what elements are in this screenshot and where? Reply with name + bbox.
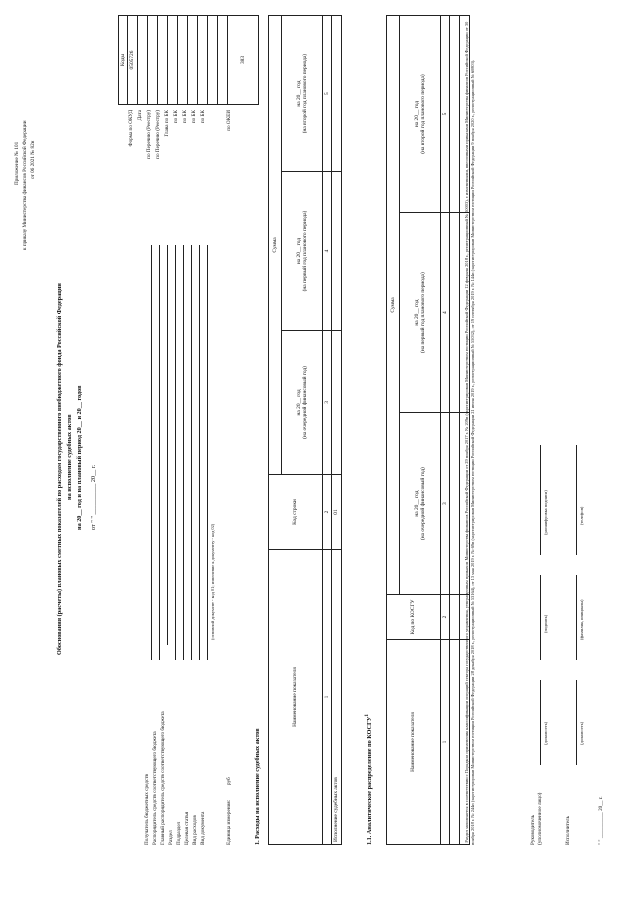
s1-row-code: 01 xyxy=(332,475,342,550)
code-label-date: Дата xyxy=(137,110,143,121)
s11-col-code: Код по КОСГУ xyxy=(387,595,441,640)
s1-num-2: 2 xyxy=(323,475,332,550)
s1-col-name: Наименование показателя xyxy=(269,550,323,845)
s1-row-y2[interactable] xyxy=(332,172,342,331)
code-label-reestr-1: по Перечню (Реестру) xyxy=(146,110,152,159)
s11-col-sum: Сумма xyxy=(387,16,400,595)
order-date: от 06 2021 № 82н xyxy=(30,140,36,179)
field-target-item: Целевая статья xyxy=(184,811,190,845)
fill-line[interactable] xyxy=(159,245,160,660)
field-doc-type: Вид документа xyxy=(200,811,206,845)
s1-num-3: 3 xyxy=(323,330,332,474)
section11-title: 1.1. Аналитическое распределение по КОСГУ$^1$ xyxy=(364,714,374,845)
head-decoding-line[interactable] xyxy=(540,445,541,555)
cap-signature: (подпись) xyxy=(543,614,548,633)
page-period: на 20__ год и на плановый период 20__ и 20__ годов xyxy=(76,385,83,530)
code-label-bk-3: по БК xyxy=(191,110,197,124)
cap-decoding: (расшифровка подписи) xyxy=(543,490,548,535)
footnote: ¹ Раздел заполняется в соответствии с Порядком применения классификации операций сектора государственного управления, утвержденным приказом Министерства финансов Российской Федерации от 29 ноября 2017 г. № 209н (зарегистрирован Министерством юстиции Российской Федерации 12 февраля 2018 г., регистрационный № 50003), с изменениями, внесенными приказами Министерства финансов Российской Федерации от 30 ноября 2018 г. № 244н (зарегистрирован Министерством юстиции Российской Федерации 28 декабря 2018 г., регистрационный № 53164), от 13 мая 2019 г. № 69н (зарегистрирован Министерством юстиции Российской Федерации 21 июня 2019 г., регистрационный № 55032), от 19 сентября 2019 г. № 144н (зарегистрирован Министерством юстиции Российской Федерации 9 ноября 2020 г., регистрационный № 60803). xyxy=(464,21,475,845)
s1-row-label: Исполнение судебных актов xyxy=(332,550,342,845)
s11-row-code[interactable] xyxy=(450,595,460,640)
code-label-bk-1: по БК xyxy=(173,110,179,124)
doc-type-caption: (основной документ - код 01; изменение к документу - код 02) xyxy=(210,523,215,640)
field-main-manager: Главный распорядитель средств соответствующего бюджета xyxy=(160,711,166,845)
exec-position-line[interactable] xyxy=(576,680,577,765)
section1-table xyxy=(268,15,342,845)
s11-num-2: 2 xyxy=(441,595,450,640)
s1-row-y3[interactable] xyxy=(332,16,342,172)
unit-value: руб xyxy=(226,777,232,785)
s11-row-y2[interactable] xyxy=(450,213,460,413)
s1-num-1: 1 xyxy=(323,550,332,845)
s1-col-y3: на 20__ год (на второй год планового периода) xyxy=(282,16,323,172)
s1-col-y2: на 20__ год (на первый год планового периода) xyxy=(282,172,323,331)
cap-phone: (телефон) xyxy=(579,506,584,525)
s11-row-y1[interactable] xyxy=(450,413,460,595)
field-recipient: Получатель бюджетных средств xyxy=(144,774,150,845)
order-reference: к приказу Министерства финансов Российской Федерации xyxy=(22,120,28,250)
code-bk-3[interactable] xyxy=(198,16,208,105)
s1-col-sum: Сумма xyxy=(269,16,282,475)
field-section: Раздел xyxy=(168,830,174,845)
field-manager: Распорядитель средств соответствующего бюджета xyxy=(152,731,158,845)
s11-col-y1: на 20__ год (на очередной финансовый год) xyxy=(400,413,441,595)
s11-col-name: Наименование показателя xyxy=(387,640,441,845)
s11-num-3: 3 xyxy=(441,413,450,595)
section11-table xyxy=(386,15,470,845)
s11-row-y3[interactable] xyxy=(450,16,460,213)
section1-title: 1. Расходы на исполнение судебных актов xyxy=(254,728,261,845)
s1-num-4: 4 xyxy=(323,172,332,331)
field-expense-type: Вид расходов xyxy=(192,815,198,845)
s11-col-y3: на 20__ год (на второй год планового периода) xyxy=(400,16,441,213)
code-label-bk-4: по БК xyxy=(200,110,206,124)
head-label: Руководитель xyxy=(530,814,536,845)
fill-line[interactable] xyxy=(167,245,168,645)
code-okei: 383 xyxy=(228,16,259,105)
s11-num-4: 4 xyxy=(441,213,450,413)
code-label-glava: Глава по БК xyxy=(164,110,170,137)
exec-phone-line[interactable] xyxy=(576,445,577,555)
appendix-number: Приложение № 101 xyxy=(14,141,20,185)
code-date[interactable] xyxy=(138,16,148,105)
exec-fio-line[interactable] xyxy=(576,575,577,660)
unit-label: Единица измерения: xyxy=(226,799,232,845)
doc-date: от " " __________ 20__ г. xyxy=(90,464,97,530)
code-reestr-1[interactable] xyxy=(148,16,158,105)
cap-exec-position: (должность) xyxy=(579,721,584,745)
page-subtitle: на исполнение судебных актов xyxy=(66,414,73,500)
codes-header: Коды xyxy=(119,16,128,105)
fill-line[interactable] xyxy=(191,245,192,660)
code-label-bk-2: по БК xyxy=(182,110,188,124)
head-sub: (уполномоченное лицо) xyxy=(537,792,543,845)
cap-fio: (фамилия, инициалы) xyxy=(579,599,584,640)
fill-line[interactable] xyxy=(175,245,176,660)
s1-col-code: Код строки xyxy=(269,475,323,550)
code-reestr-2[interactable] xyxy=(158,16,168,105)
code-bk-2[interactable] xyxy=(188,16,198,105)
fill-line[interactable] xyxy=(151,245,152,660)
code-empty[interactable] xyxy=(218,16,228,105)
codes-box xyxy=(118,15,259,105)
s1-num-5: 5 xyxy=(323,16,332,172)
fill-line[interactable] xyxy=(199,245,200,660)
page-title: Обоснования (расчеты) плановых сметных показателей по расходам государственного внебюджетного фонда Российской Федерации xyxy=(56,283,63,655)
fill-line[interactable] xyxy=(183,245,184,660)
exec-label: Исполнитель xyxy=(565,815,571,845)
head-position-line[interactable] xyxy=(540,680,541,765)
s11-row-name[interactable] xyxy=(450,640,460,845)
code-label-reestr-2: по Перечню (Реестру) xyxy=(155,110,161,159)
code-bk-1[interactable] xyxy=(178,16,188,105)
cap-position: (должность) xyxy=(543,721,548,745)
code-label-okei: по ОКЕИ xyxy=(226,110,232,131)
code-label-okud: Форма по ОКУД xyxy=(128,110,134,147)
field-subsection: Подраздел xyxy=(176,821,182,845)
code-bk-4[interactable] xyxy=(208,16,218,105)
fill-line[interactable] xyxy=(207,245,208,660)
sign-date: " " __________ 20__ г. xyxy=(598,796,604,845)
s1-row-y1[interactable] xyxy=(332,330,342,474)
s1-col-y1: на 20__ год (на очередной финансовый год) xyxy=(282,330,323,474)
head-signature-line[interactable] xyxy=(540,575,541,660)
code-glava[interactable] xyxy=(168,16,178,105)
s11-num-1: 1 xyxy=(441,640,450,845)
s11-col-y2: на 20__ год (на первый год планового периода) xyxy=(400,213,441,413)
s11-num-5: 5 xyxy=(441,16,450,213)
code-okud: 0505726 xyxy=(128,16,138,105)
